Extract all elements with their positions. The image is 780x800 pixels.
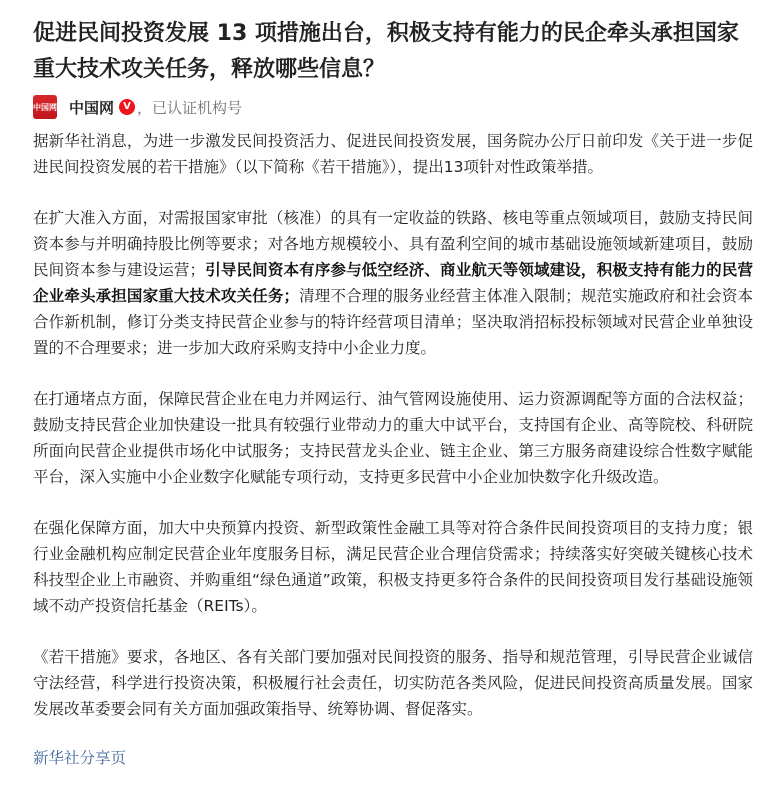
source-logo-icon[interactable]: 中国网 [33, 95, 57, 119]
article-title: 促进民间投资发展 13 项措施出台，积极支持有能力的民企牵头承担国家重大技术攻关任务，释放哪些信息？ [33, 21, 739, 82]
highlighted-text: 引导民间资本有序参与低空经济、商业航天等领域建设，积极支持有能力的民营企业牵头承担国家重大技术攻关任务； [33, 261, 753, 305]
paragraph-support: 在强化保障方面，加大中央预算内投资、新型政策性金融工具等对符合条件民间投资项目的支持力度；银行业金融机构应制定民营企业年度服务目标，满足民营企业合理信贷需求；持续落实好突破关键核心技术科技型企业上市融资、并购重组“绿色通道”政策，积极支持更多符合条件的民间投资项目发行基础设施领域不动产投资信托基金（REITs）。 [33, 519, 753, 615]
paragraph-bottlenecks: 在打通堵点方面，保障民营企业在电力并网运行、油气管网设施使用、运力资源调配等方面的合法权益；鼓励支持民营企业加快建设一批具有较强行业带动力的重大中试平台，支持国有企业、高等院校、科研院所面向民营企业提供市场化中试服务；支持民营龙头企业、链主企业、第三方服务商建设综合性数字赋能平台，深入实施中小企业数字化赋能专项行动，支持更多民营中小企业加快数字化升级改造。 [33, 390, 753, 486]
verified-v-icon: V [119, 99, 135, 115]
paragraph-market-access [33, 205, 753, 361]
paragraph-intro: 据新华社消息，为进一步激发民间投资活力、促进民间投资发展，国务院办公厅日前印发《关于进一步促进民间投资发展的若干措施》（以下简称《若干措施》），提出13项针对性政策举措。 [33, 132, 753, 176]
source-row [33, 94, 753, 120]
paragraph-text: 在扩大准入方面，对需报国家审批（核准）的具有一定收益的铁路、核电等重点领域项目，鼓励支持民间资本参与并明确持股比例等要求；对各地方规模较小、具有盈利空间的城市基础设施领域新建项目，鼓励民间资本参与建设运营； [33, 209, 753, 279]
paragraph-requirements: 《若干措施》要求，各地区、各有关部门要加强对民间投资的服务、指导和规范管理，引导民营企业诚信守法经营，科学进行投资决策，积极履行社会责任，切实防范各类风险，促进民间投资高质量发展。国家发展改革委要会同有关方面加强政策指导、统筹协调、督促落实。 [33, 648, 753, 718]
paragraph-text: 清理不合理的服务业经营主体准入限制；规范实施政府和社会资本合作新机制，修订分类支持民营企业参与的特许经营项目清单；坚决取消招标投标领域对民营企业单独设置的不合理要求；进一步加大政府采购支持中小企业力度。 [33, 287, 753, 357]
source-name[interactable]: 中国网 [69, 98, 115, 117]
xinhua-share-link[interactable]: 新华社分享页 [33, 749, 127, 767]
verified-label: ，已认证机构号 [137, 98, 243, 117]
